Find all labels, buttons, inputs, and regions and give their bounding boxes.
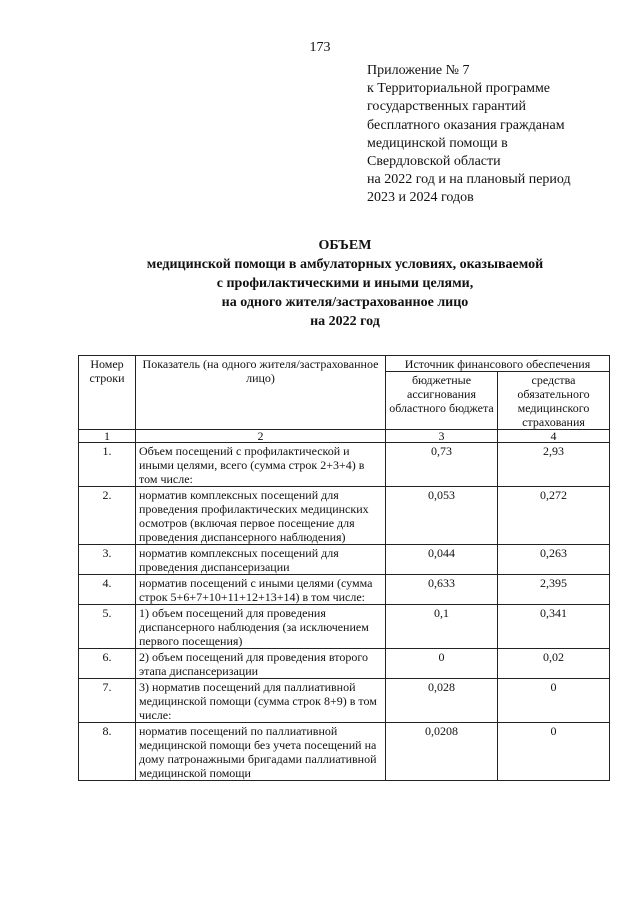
title-line: медицинской помощи в амбулаторных условиях, оказываемой [146, 257, 544, 272]
row-budget-value: 0,028 [386, 679, 498, 723]
row-budget-value: 0,1 [386, 605, 498, 649]
table-row [79, 545, 610, 575]
annex-line: Свердловской области [367, 154, 501, 170]
row-number: 4. [79, 575, 136, 605]
table-row [79, 723, 610, 781]
annex-line: государственных гарантий [367, 99, 526, 115]
row-number: 3. [79, 545, 136, 575]
row-budget-value: 0,73 [386, 443, 498, 487]
table-row [79, 575, 610, 605]
row-oms-value: 2,395 [498, 575, 610, 605]
annex-line: к Территориальной программе [367, 81, 551, 97]
row-oms-value: 0,02 [498, 649, 610, 679]
column-number: 2 [136, 430, 386, 443]
row-budget-value: 0,044 [386, 545, 498, 575]
row-budget-value: 0,0208 [386, 723, 498, 781]
row-oms-value: 2,93 [498, 443, 610, 487]
page-number: 173 [309, 40, 331, 55]
volume-table [78, 355, 610, 781]
table-row [79, 649, 610, 679]
header-indicator: Показатель (на одного жителя/застрахованное лицо) [136, 356, 386, 430]
row-oms-value: 0,341 [498, 605, 610, 649]
header-funding-source: Источник финансового обеспечения [386, 356, 610, 372]
row-budget-value: 0 [386, 649, 498, 679]
row-budget-value: 0,633 [386, 575, 498, 605]
column-number-row [79, 430, 610, 443]
row-indicator: норматив комплексных посещений для проведения профилактических медицинских осмотров (включая первое посещение для проведения диспансерного наблюдения) [136, 487, 386, 545]
annex-block [367, 62, 571, 208]
title-line: на 2022 год [310, 314, 380, 329]
column-number: 3 [386, 430, 498, 443]
annex-line: на 2022 год и на плановый период [367, 172, 571, 188]
annex-line: 2023 и 2024 годов [367, 190, 474, 206]
row-number: 5. [79, 605, 136, 649]
document-title [0, 236, 640, 331]
header-oms: средства обязательного медицинского страхования [498, 372, 610, 430]
row-oms-value: 0 [498, 723, 610, 781]
row-indicator: норматив посещений с иными целями (сумма строк 5+6+7+10+11+12+13+14) в том числе: [136, 575, 386, 605]
header-budget: бюджетные ассигнования областного бюджета [386, 372, 498, 430]
table-row [79, 487, 610, 545]
row-indicator: Объем посещений с профилактической и иными целями, всего (сумма строк 2+3+4) в том числе: [136, 443, 386, 487]
title-line: ОБЪЕМ [318, 238, 372, 253]
header-row [79, 356, 610, 372]
annex-line: Приложение № 7 [367, 63, 470, 78]
annex-line: бесплатного оказания гражданам [367, 117, 565, 133]
row-indicator: 2) объем посещений для проведения второго этапа диспансеризации [136, 649, 386, 679]
table-row [79, 679, 610, 723]
row-number: 6. [79, 649, 136, 679]
annex-line: медицинской помощи в [367, 135, 508, 151]
header-row-number: Номер строки [79, 356, 136, 430]
column-number: 1 [79, 430, 136, 443]
row-indicator: 3) норматив посещений для паллиативной медицинской помощи (сумма строк 8+9) в том числе: [136, 679, 386, 723]
row-number: 2. [79, 487, 136, 545]
table-row [79, 605, 610, 649]
row-oms-value: 0,272 [498, 487, 610, 545]
table-row [79, 443, 610, 487]
row-oms-value: 0,263 [498, 545, 610, 575]
row-number: 7. [79, 679, 136, 723]
row-indicator: норматив комплексных посещений для проведения диспансеризации [136, 545, 386, 575]
column-number: 4 [498, 430, 610, 443]
row-oms-value: 0 [498, 679, 610, 723]
row-indicator: норматив посещений по паллиативной медицинской помощи без учета посещений на дому патронажными бригадами паллиативной медицинской помощи [136, 723, 386, 781]
row-number: 8. [79, 723, 136, 781]
title-line: на одного жителя/застрахованное лицо [221, 295, 469, 310]
title-line: с профилактическими и иными целями, [216, 276, 474, 291]
row-budget-value: 0,053 [386, 487, 498, 545]
row-indicator: 1) объем посещений для проведения диспансерного наблюдения (за исключением первого посещения) [136, 605, 386, 649]
row-number: 1. [79, 443, 136, 487]
